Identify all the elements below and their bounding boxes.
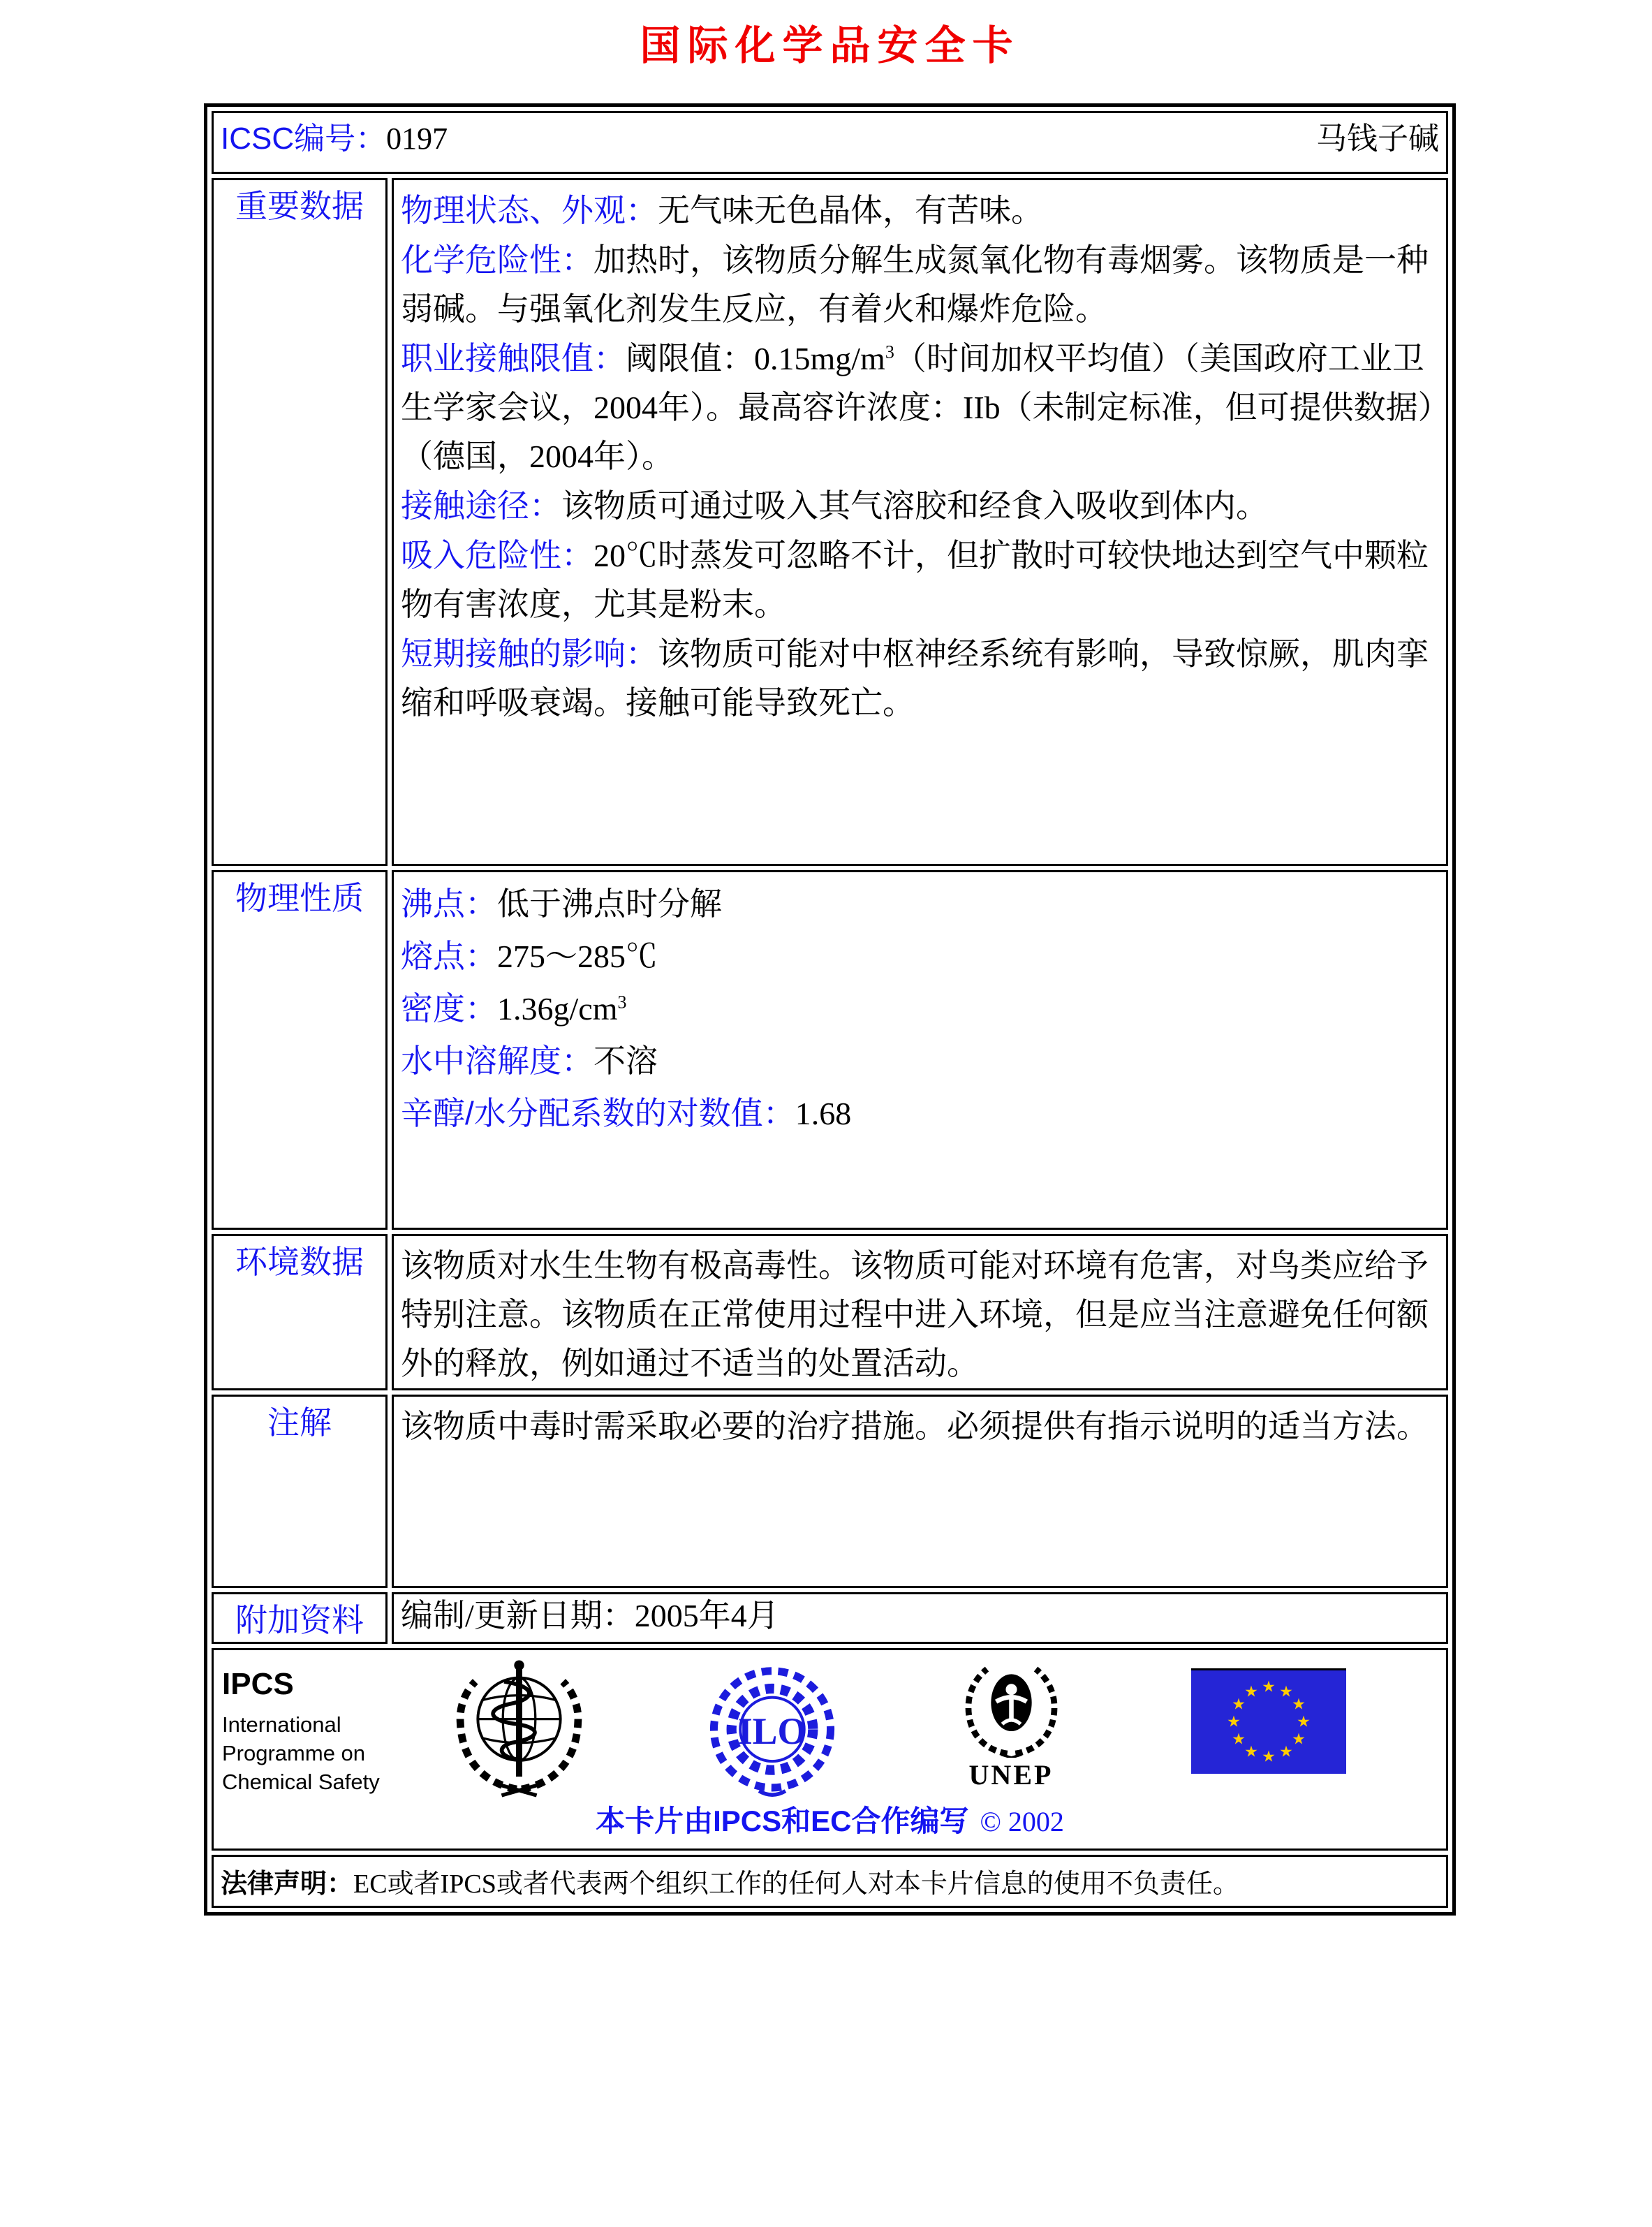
- item-label: 辛醇/水分配系数的对数值：: [401, 1095, 795, 1131]
- item-label: 密度：: [401, 990, 497, 1027]
- eu-flag-icon: [1191, 1668, 1346, 1774]
- item-text: 1.36g/cm: [497, 991, 618, 1027]
- legal-notice-label: 法律声明：: [221, 1869, 354, 1899]
- physical-properties-content: [392, 870, 1448, 1230]
- row-important-data: [212, 178, 1448, 866]
- legal-notice-text: EC或者IPCS或者代表两个组织工作的任何人对本卡片信息的使用不负责任。: [353, 1869, 1239, 1899]
- item-label: 物理状态、外观：: [401, 192, 658, 228]
- notes-text: 该物质中毒时需采取必要的治疗措施。必须提供有指示说明的适当方法。: [401, 1409, 1429, 1444]
- row-notes: [212, 1395, 1448, 1588]
- eu-star-icon: [1292, 1731, 1306, 1749]
- header-cell: [212, 111, 1448, 174]
- unep-logo-text: UNEP: [968, 1759, 1054, 1791]
- eu-star-icon: [1297, 1714, 1311, 1731]
- physical-item-boiling-point: [401, 878, 1436, 930]
- item-text: 低于沸点时分解: [497, 886, 722, 922]
- superscript: 3: [617, 992, 627, 1013]
- item-text: 275～285℃: [497, 939, 658, 974]
- item-label: 短期接触的影响：: [401, 635, 658, 672]
- superscript: 3: [885, 341, 894, 362]
- physical-item-density: [401, 983, 1436, 1035]
- eu-star-icon: [1244, 1684, 1258, 1701]
- eu-star-icon: [1279, 1744, 1293, 1761]
- unep-logo-icon: [950, 1656, 1072, 1758]
- row-legal-notice: [212, 1855, 1448, 1908]
- row-additional-information: [212, 1592, 1448, 1644]
- eu-star-icon: [1244, 1744, 1258, 1761]
- unep-block: [948, 1656, 1074, 1791]
- important-item-chemical-danger: [401, 235, 1436, 334]
- row-logos-footer: [212, 1648, 1448, 1851]
- ilo-logo-text: ILO: [737, 1710, 807, 1752]
- item-text: 不溶: [593, 1043, 658, 1079]
- eu-star-icon: [1232, 1731, 1246, 1749]
- row-environmental-data: [212, 1234, 1448, 1390]
- eu-star-icon: [1279, 1684, 1293, 1701]
- icsc-number-label: ICSC编号：: [221, 122, 387, 156]
- item-text: 阈限值：0.15mg/m: [626, 341, 885, 376]
- important-item-short-term-effects: [401, 629, 1436, 728]
- ipcs-block: [222, 1667, 380, 1796]
- physical-item-melting-point: [401, 930, 1436, 983]
- environmental-data-content: [392, 1234, 1448, 1390]
- eu-star-icon: [1262, 1749, 1276, 1766]
- item-label: 沸点：: [401, 885, 497, 922]
- eu-star-icon: [1292, 1696, 1306, 1714]
- important-data-content: [392, 178, 1448, 866]
- eu-star-icon: [1262, 1679, 1276, 1696]
- item-label: 职业接触限值：: [401, 340, 626, 376]
- item-text: 1.68: [795, 1096, 852, 1131]
- icsc-number: [221, 113, 448, 158]
- item-label: 化学危险性：: [401, 242, 593, 278]
- item-text: 加热时，该物质分解生成氮氧化物有毒烟雾。该物质是一种弱碱。与强氧化剂发生反应，有着火和爆炸危险。: [401, 242, 1429, 327]
- item-text: 20℃时蒸发可忽略不计，但扩散时可较快地达到空气中颗粒物有害浓度，尤其是粉末。: [401, 538, 1429, 622]
- physical-item-water-solubility: [401, 1035, 1436, 1087]
- legal-notice-cell: [212, 1855, 1448, 1908]
- ipcs-line: Chemical Safety: [222, 1770, 380, 1794]
- chemical-name: 马钱子碱: [1316, 122, 1439, 156]
- physical-properties-row-label: 物理性质: [212, 870, 388, 1230]
- row-physical-properties: [212, 870, 1448, 1230]
- eu-star-icon: [1232, 1696, 1246, 1714]
- important-item-inhalation-risk: [401, 531, 1436, 629]
- item-text: 该物质可通过吸入其气溶胶和经食入吸收到体内。: [561, 488, 1268, 524]
- ilo-logo-icon: [706, 1660, 839, 1803]
- item-text: （时间加权平均值）（美国政府工业卫生学家会议，2004年）。最高容许浓度：IIb（未制定标准，但可提供数据）（德国，2004年）。: [401, 341, 1434, 474]
- ipcs-line: Programme on: [222, 1741, 366, 1765]
- additional-information-content: [392, 1592, 1448, 1644]
- notes-content: [392, 1395, 1448, 1588]
- environmental-data-row-label: 环境数据: [212, 1234, 388, 1390]
- page-title: 国际化学品安全卡: [640, 23, 1020, 68]
- ipcs-acronym: IPCS: [222, 1667, 294, 1701]
- important-item-appearance: [401, 186, 1436, 235]
- important-data-row-label: 重要数据: [212, 178, 388, 866]
- important-item-exposure-routes: [401, 481, 1436, 531]
- physical-item-partition-coefficient: [401, 1087, 1436, 1140]
- item-label: 水中溶解度：: [401, 1043, 593, 1079]
- eu-star-icon: [1227, 1714, 1241, 1731]
- update-date-text: 编制/更新日期：2005年4月: [401, 1598, 779, 1633]
- credit-text: 本卡片由IPCS和EC合作编写: [596, 1805, 969, 1837]
- header-row: [212, 111, 1448, 174]
- notes-row-label: 注解: [212, 1395, 388, 1588]
- additional-information-row-label: 附加资料: [212, 1592, 388, 1644]
- ipcs-line: International: [222, 1712, 341, 1737]
- icsc-number-value: 0197: [386, 122, 448, 156]
- item-text: 无气味无色晶体，有苦味。: [658, 193, 1043, 228]
- who-logo-icon: [444, 1653, 594, 1805]
- environmental-text: 该物质对水生生物有极高毒性。该物质可能对环境有危害，对鸟类应给予特别注意。该物质在正常使用过程中进入环境，但是应当注意避免任何额外的释放，例如通过不适当的处置活动。: [401, 1248, 1429, 1381]
- item-label: 接触途径：: [401, 487, 561, 524]
- credit-line: [214, 1798, 1446, 1840]
- item-label: 熔点：: [401, 938, 497, 974]
- icsc-card-table: [204, 103, 1456, 1916]
- logos-footer-cell: [212, 1648, 1448, 1851]
- copyright-text: © 2002: [980, 1806, 1064, 1837]
- item-text: 该物质可能对中枢神经系统有影响，导致惊厥，肌肉挛缩和呼吸衰竭。接触可能导致死亡。: [401, 636, 1429, 721]
- important-item-exposure-limits: [401, 334, 1436, 481]
- item-label: 吸入危险性：: [401, 537, 593, 573]
